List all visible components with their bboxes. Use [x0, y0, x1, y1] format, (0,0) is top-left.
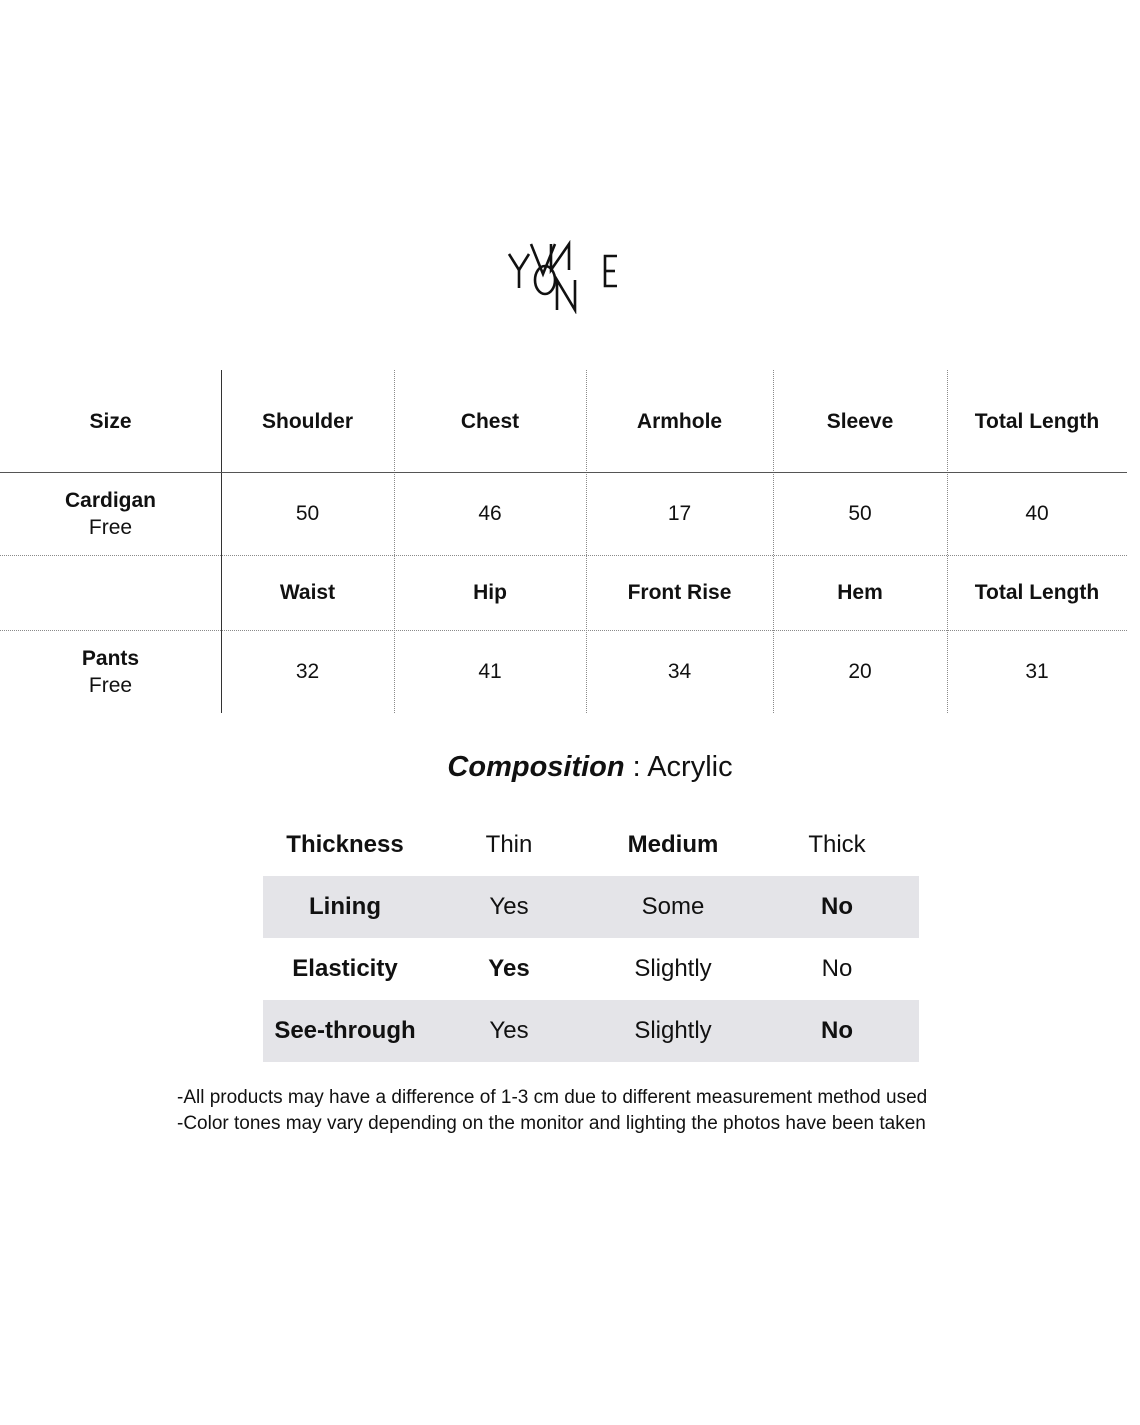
fabric-row-label: Thickness	[286, 831, 404, 858]
header-hem: Hem	[837, 581, 883, 604]
header-chest: Chest	[460, 409, 520, 433]
header-waist: Waist	[279, 581, 336, 604]
composition-separator: :	[624, 751, 648, 783]
size-table	[0, 370, 1127, 713]
cardigan-size: Free	[88, 515, 133, 539]
fabric-option-selected: No	[821, 893, 853, 920]
fabric-row-label: See-through	[274, 1017, 416, 1044]
notes	[177, 1085, 927, 1137]
fabric-option: Yes	[489, 1017, 529, 1044]
pants-header-empty	[0, 555, 221, 630]
fabric-row-label: Lining	[309, 893, 381, 920]
cardigan-label	[0, 472, 221, 555]
note-line: -Color tones may vary depending on the monitor and lighting the photos have been taken	[177, 1113, 926, 1134]
header-shoulder: Shoulder	[261, 409, 353, 433]
fabric-row	[263, 1000, 919, 1062]
cardigan-chest: 46	[478, 502, 502, 525]
brand-logo	[505, 240, 623, 314]
fabric-option: Slightly	[634, 1017, 712, 1044]
cardigan-sleeve: 50	[848, 502, 872, 525]
pants-name: Pants	[81, 646, 140, 670]
fabric-row	[263, 876, 919, 938]
fabric-row	[263, 938, 919, 1000]
header-front-rise: Front Rise	[627, 581, 732, 604]
pants-hip: 41	[478, 660, 502, 683]
pants-total-length: 31	[1025, 660, 1049, 683]
fabric-option-selected: Medium	[627, 831, 719, 858]
composition-value: Acrylic	[647, 751, 733, 783]
fabric-properties-table	[263, 814, 919, 1062]
composition-label: Composition	[447, 751, 625, 783]
fabric-option: Some	[641, 893, 705, 920]
cardigan-shoulder: 50	[295, 502, 320, 525]
pants-size: Free	[88, 673, 133, 697]
pants-front-rise: 34	[667, 660, 692, 683]
header-sleeve: Sleeve	[826, 409, 894, 433]
fabric-option: Thick	[808, 831, 866, 858]
fabric-option: Thin	[485, 831, 533, 858]
header-hip: Hip	[473, 581, 507, 604]
fabric-option-selected: No	[821, 1017, 853, 1044]
fabric-option: Slightly	[634, 955, 712, 982]
header-pants-total-length: Total Length	[974, 581, 1100, 604]
pants-label	[0, 630, 221, 713]
fabric-row	[263, 814, 919, 876]
fabric-option: No	[821, 955, 853, 982]
header-armhole: Armhole	[636, 409, 723, 433]
cardigan-name: Cardigan	[64, 488, 156, 512]
pants-waist: 32	[295, 660, 320, 683]
cardigan-armhole: 17	[667, 502, 692, 525]
fabric-option: Yes	[489, 893, 529, 920]
note-line: -All products may have a difference of 1-3 cm due to different measurement method used	[177, 1087, 928, 1108]
cardigan-total-length: 40	[1025, 502, 1049, 525]
header-size: Size	[89, 409, 132, 433]
composition	[0, 748, 1140, 786]
brand-logo-mark	[505, 240, 623, 314]
header-total-length: Total Length	[974, 409, 1100, 433]
fabric-row-label: Elasticity	[292, 955, 398, 982]
fabric-option-selected: Yes	[488, 955, 530, 982]
pants-hem: 20	[848, 660, 872, 683]
